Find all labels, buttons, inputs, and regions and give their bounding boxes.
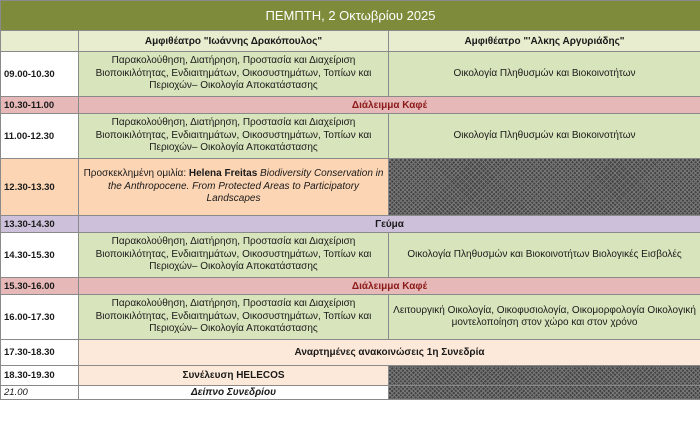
time-cell: 21.00 (1, 386, 79, 400)
time-cell: 14.30-15.30 (1, 233, 79, 278)
talk-speaker: Helena Freitas (188, 168, 258, 180)
coffee-break-label: Διάλειμμα Καφέ (79, 278, 700, 295)
title-row (1, 1, 700, 31)
coffee-break-label: Διάλειμμα Καφέ (79, 97, 700, 114)
time-cell: 17.30-18.30 (1, 340, 79, 366)
coffee-break-row (1, 278, 700, 295)
header-room-b: Αμφιθέατρο "'Αλκης Αργυριάδης" (389, 31, 700, 52)
session-room-b: Λειτουργική Οικολογία, Οικοφυσιολογία, Οικομορφολογία Οικολογική μοντελοποίηση στον χώρο και στον χρόνο (389, 295, 700, 340)
session-room-b: Οικολογία Πληθυσμών και Βιοκοινοτήτων (389, 52, 700, 97)
lunch-row (1, 216, 700, 233)
session-room-a: Παρακολούθηση, Διατήρηση, Προστασία και Διαχείριση Βιοποικιλότητας, Ενδιαιτημάτων, Οικοσυστημάτων, Τοπίων και Περιοχών– Οικολογία Αποκατάστασης (79, 114, 389, 159)
session-room-a: Παρακολούθηση, Διατήρηση, Προστασία και Διαχείριση Βιοποικιλότητας, Ενδιαιτημάτων, Οικοσυστημάτων, Τοπίων και Περιοχών– Οικολογία Αποκατάστασης (79, 295, 389, 340)
general-assembly-row (1, 366, 700, 386)
time-cell: 16.00-17.30 (1, 295, 79, 340)
session-room-b: Οικολογία Πληθυσμών και Βιοκοινοτήτων Βιολογικές Εισβολές (389, 233, 700, 278)
empty-hatched-cell (389, 386, 700, 400)
schedule-row (1, 233, 700, 278)
invited-talk-cell (79, 159, 389, 216)
empty-hatched-cell (389, 159, 700, 216)
empty-hatched-cell (389, 366, 700, 386)
time-cell: 18.30-19.30 (1, 366, 79, 386)
time-cell: 10.30-11.00 (1, 97, 79, 114)
schedule-row (1, 295, 700, 340)
header-time-cell (1, 31, 79, 52)
talk-title: Biodiversity Conservation in the Anthropocene. From Protected Areas to Participatory Landscapes (107, 168, 384, 205)
lunch-label: Γεύμα (79, 216, 700, 233)
time-cell: 12.30-13.30 (1, 159, 79, 216)
session-room-a: Παρακολούθηση, Διατήρηση, Προστασία και Διαχείριση Βιοποικιλότητας, Ενδιαιτημάτων, Οικοσυστημάτων, Τοπίων και Περιοχών– Οικολογία Αποκατάστασης (79, 52, 389, 97)
session-room-a: Παρακολούθηση, Διατήρηση, Προστασία και Διαχείριση Βιοποικιλότητας, Ενδιαιτημάτων, Οικοσυστημάτων, Τοπίων και Περιοχών– Οικολογία Αποκατάστασης (79, 233, 389, 278)
talk-prefix: Προσκεκλημένη ομιλία: (83, 168, 189, 180)
coffee-break-row (1, 97, 700, 114)
time-cell: 11.00-12.30 (1, 114, 79, 159)
invited-talk-row (1, 159, 700, 216)
dinner-row (1, 386, 700, 400)
dinner-label: Δείπνο Συνεδρίου (79, 386, 389, 400)
time-cell: 13.30-14.30 (1, 216, 79, 233)
poster-session-row (1, 340, 700, 366)
header-room-a: Αμφιθέατρο "Ιωάννης Δρακόπουλος" (79, 31, 389, 52)
schedule-row (1, 114, 700, 159)
time-cell: 15.30-16.00 (1, 278, 79, 295)
header-row (1, 31, 700, 52)
general-assembly-label: Συνέλευση HELECOS (79, 366, 389, 386)
poster-session-label: Αναρτημένες ανακοινώσεις 1η Συνεδρία (79, 340, 700, 366)
session-room-b: Οικολογία Πληθυσμών και Βιοκοινοτήτων (389, 114, 700, 159)
time-cell: 09.00-10.30 (1, 52, 79, 97)
schedule-row (1, 52, 700, 97)
day-title: ΠΕΜΠΤΗ, 2 Οκτωβρίου 2025 (1, 1, 700, 31)
